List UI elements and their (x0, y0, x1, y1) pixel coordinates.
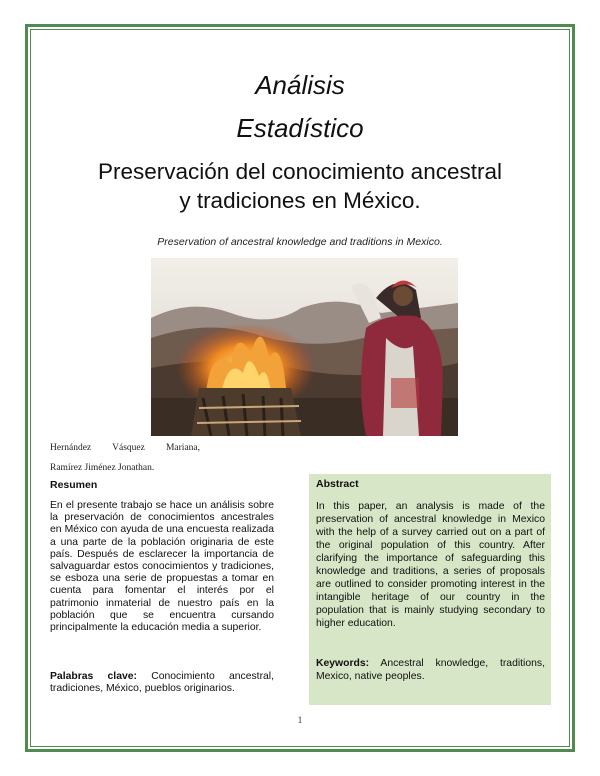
palabras-clave-text: Conocimiento ancestral, tradiciones, México, pueblos originarios. (50, 671, 275, 695)
spanish-title-line-2: y tradiciones en México. (179, 188, 421, 213)
resumen-heading: Resumen (50, 479, 98, 491)
keywords (316, 657, 545, 683)
palabras-clave-label: Palabras clave: (50, 671, 137, 682)
resumen-body: En el presente trabajo se hace un análisis sobre la preservación de conocimientos ancestrales en México con ayuda de una encuesta realizada a una parte de la población originaria de este país. Después de esclarecer la importancia de salvaguardar estos conocimientos y tradiciones, se esboza una serie de propuestas a tomar en cuenta para fomentar el interés por el patrimonio inmaterial de nuestro país en la población que se encuentra cursando principalmente la educación media a superior. (50, 500, 274, 634)
page-number: 1 (297, 716, 303, 726)
title-line-2: Estadístico (236, 113, 364, 143)
keywords-text: Ancestral knowledge, traditions, Mexico, native peoples. (316, 658, 545, 682)
spanish-title-line-1: Preservación del conocimiento ancestral (98, 159, 502, 184)
ceremony-photo (151, 258, 458, 436)
abstract-body: In this paper, an analysis is made of the preservation of ancestral knowledge in Mexico with the help of a survey carried out on a part of the original population of this country. After clarifying the importance of safeguarding this knowledge and traditions, a series of proposals are outlined to consider promoting interest in the intangible heritage of our country in the population that is mainly studying secondary to higher education. (316, 501, 545, 629)
abstract-heading: Abstract (316, 478, 359, 490)
author: Hernández Vásquez Mariana, (50, 443, 200, 453)
author: Ramírez Jiménez Jonathan. (50, 463, 155, 473)
spanish-title (60, 157, 540, 215)
author-list (50, 441, 200, 481)
abstract-box (309, 474, 551, 705)
keywords-label: Keywords: (316, 658, 370, 669)
palabras-clave (50, 671, 274, 695)
english-title: Preservation of ancestral knowledge and traditions in Mexico. (157, 236, 443, 248)
title-line-1: Análisis (255, 70, 345, 100)
